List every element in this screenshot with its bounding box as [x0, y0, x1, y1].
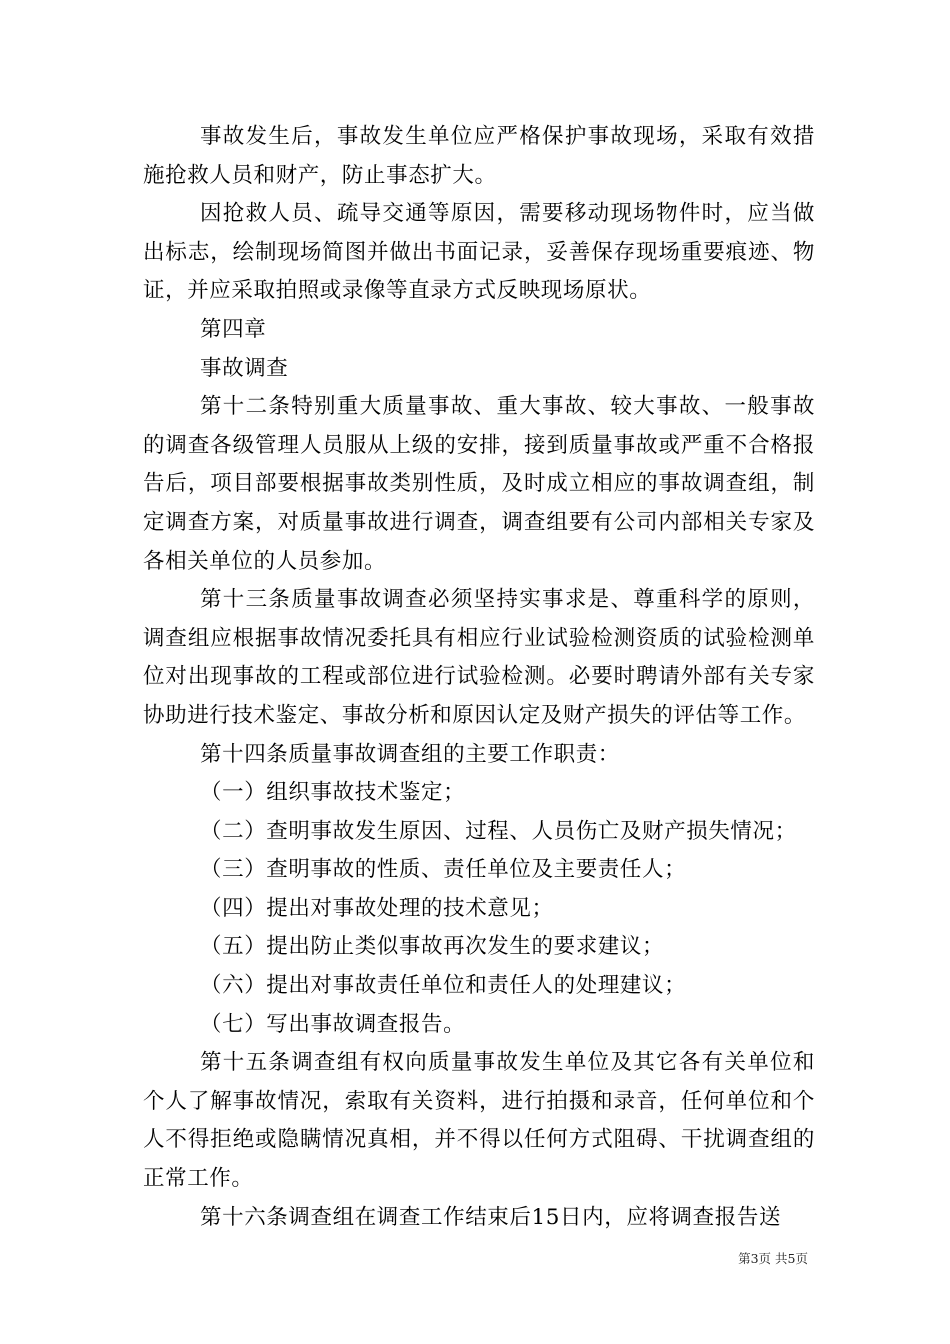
paragraph-scene-protection: 事故发生后，事故发生单位应严格保护事故现场，采取有效措施抢救人员和财产，防止事态扩大。	[143, 124, 815, 188]
chapter-number: 第四章	[200, 316, 267, 342]
list-item: （二）查明事故发生原因、过程、人员伤亡及财产损失情况；	[200, 818, 797, 844]
document-body	[143, 118, 815, 1237]
list-item: （五）提出防止类似事故再次发生的要求建议；	[200, 934, 665, 960]
article-13: 第十三条质量事故调查必须坚持实事求是、尊重科学的原则，调查组应根据事故情况委托具有相应行业试验检测资质的试验检测单位对出现事故的工程或部位进行试验检测。必要时聘请外部有关专家协助进行技术鉴定、事故分析和原因认定及财产损失的评估等工作。	[143, 587, 815, 728]
article-16: 第十六条调查组在调查工作结束后15日内，应将调查报告送	[200, 1204, 782, 1230]
chapter-title: 事故调查	[200, 355, 289, 381]
article-12: 第十二条特别重大质量事故、重大事故、较大事故、一般事故的调查各级管理人员服从上级的安排，接到质量事故或严重不合格报告后，项目部要根据事故类别性质，及时成立相应的事故调查组，制定调查方案，对质量事故进行调查，调查组要有公司内部相关专家及各相关单位的人员参加。	[143, 394, 815, 574]
paragraph-moving-objects: 因抢救人员、疏导交通等原因，需要移动现场物件时，应当做出标志，绘制现场简图并做出书面记录，妥善保存现场重要痕迹、物证，并应采取拍照或录像等直录方式反映现场原状。	[143, 201, 815, 304]
article-15: 第十五条调查组有权向质量事故发生单位及其它各有关单位和个人了解事故情况，索取有关资料，进行拍摄和录音，任何单位和个人不得拒绝或隐瞒情况真相，并不得以任何方式阻碍、干扰调查组的正常工作。	[143, 1050, 815, 1192]
list-item: （一）组织事故技术鉴定；	[200, 780, 466, 806]
list-item: （四）提出对事故处理的技术意见；	[200, 895, 554, 921]
page-number: 第3页 共5页	[738, 1251, 808, 1266]
list-item: （六）提出对事故责任单位和责任人的处理建议；	[200, 973, 687, 999]
list-item: （七）写出事故调查报告。	[200, 1011, 466, 1037]
list-item: （三）查明事故的性质、责任单位及主要责任人；	[200, 857, 687, 883]
article-14: 第十四条质量事故调查组的主要工作职责：	[200, 741, 620, 767]
